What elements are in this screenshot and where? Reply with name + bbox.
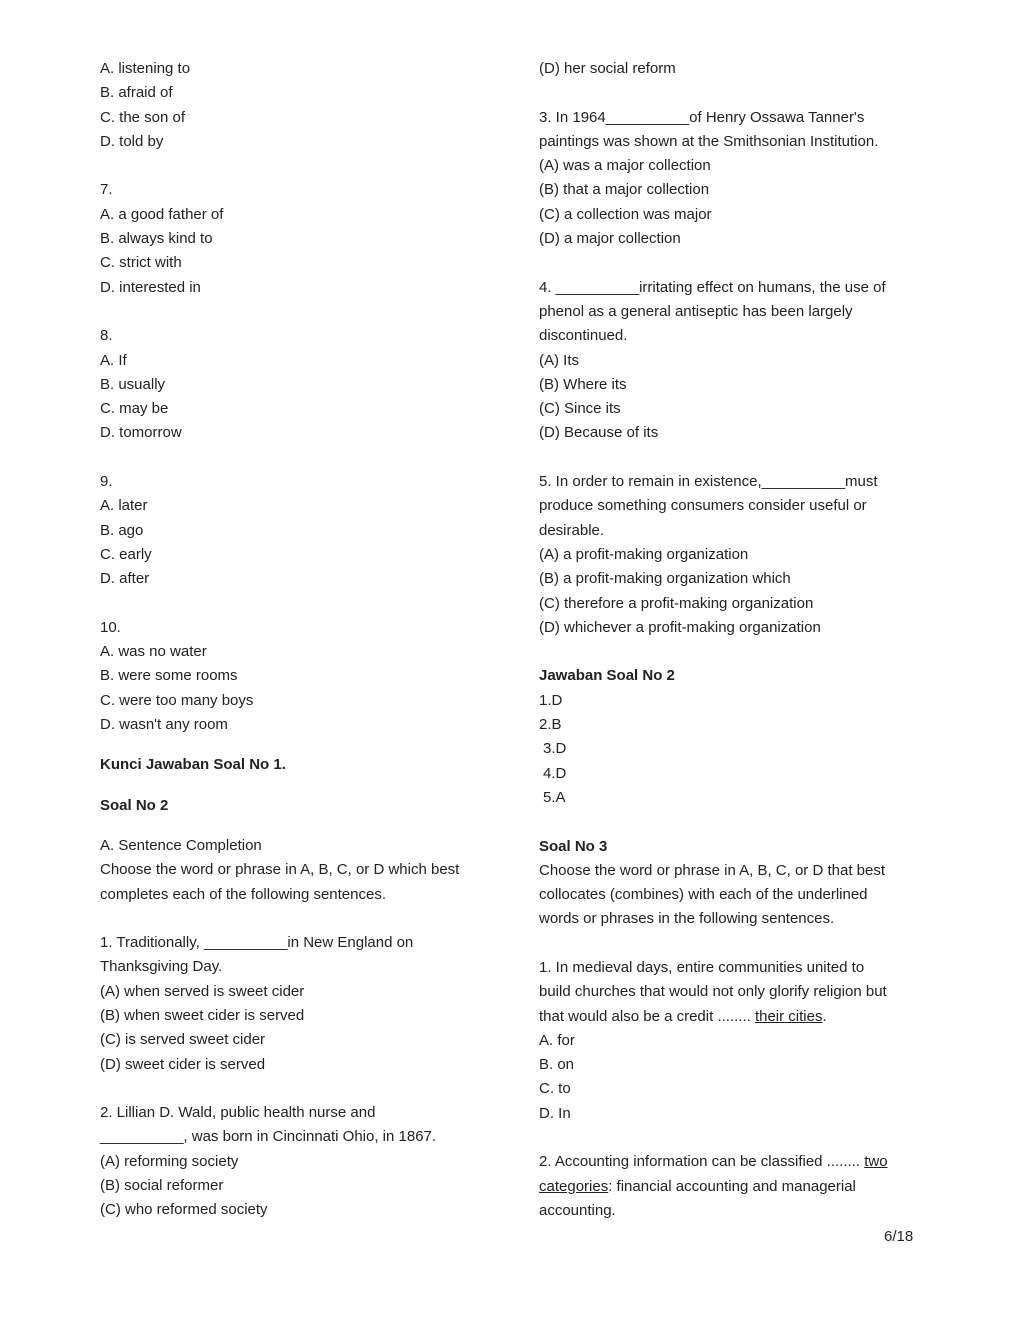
option-b: B. usually xyxy=(100,375,166,393)
instruction-line: words or phrases in the following sentences. xyxy=(539,910,835,928)
option-b: B. were some rooms xyxy=(100,667,238,685)
option-d: (D) Because of its xyxy=(539,424,659,442)
question-stem-line xyxy=(539,1175,939,1199)
option-d: D. In xyxy=(539,1104,571,1122)
option-b: (B) Where its xyxy=(539,375,627,393)
question-8 xyxy=(100,324,500,445)
question-stem-line: paintings was shown at the Smithsonian Institution. xyxy=(539,132,879,150)
question-stem-line: accounting. xyxy=(539,1201,616,1219)
left-column xyxy=(100,57,500,1223)
option-c: C. strict with xyxy=(100,254,182,272)
question-number: 8. xyxy=(100,327,113,345)
option-d: (D) a major collection xyxy=(539,230,681,248)
option-b: (B) that a major collection xyxy=(539,181,710,199)
option-c: (C) a collection was major xyxy=(539,205,712,223)
option-d: D. wasn't any room xyxy=(100,716,228,734)
section-a-title: A. Sentence Completion xyxy=(100,836,262,854)
option-d: (D) her social reform xyxy=(539,60,676,77)
question-stem-line: build churches that would not only glorify religion but xyxy=(539,983,887,1001)
option-d: D. tomorrow xyxy=(100,424,182,442)
instruction-line: Choose the word or phrase in A, B, C, or D that best xyxy=(539,861,886,879)
option-a: A. If xyxy=(100,351,127,369)
right-column xyxy=(539,57,939,1223)
section-a-instruction-line: completes each of the following sentences. xyxy=(100,885,387,903)
stem-text: : financial accounting and managerial xyxy=(608,1177,856,1195)
question-number: 9. xyxy=(100,473,113,491)
underlined-phrase: their cities xyxy=(754,1007,823,1025)
section-a-instruction-line: Choose the word or phrase in A, B, C, or D which best xyxy=(100,861,460,879)
option-a: (A) a profit-making organization xyxy=(539,545,749,563)
question-number: 7. xyxy=(100,181,113,199)
soal2-question-5 xyxy=(539,470,939,640)
question-stem-line xyxy=(539,1150,939,1174)
page-number: 6/18 xyxy=(884,1228,914,1245)
question-stem-line: 3. In 1964__________of Henry Ossawa Tanner's xyxy=(539,108,865,126)
option-a: (A) was a major collection xyxy=(539,157,711,175)
answer-item: 3.D xyxy=(543,740,567,758)
stem-text: . xyxy=(822,1007,827,1025)
option-d: D. told by xyxy=(100,132,164,150)
jawaban-soal-2-heading: Jawaban Soal No 2 xyxy=(539,667,675,685)
question-stem-line: 2. Lillian D. Wald, public health nurse and xyxy=(100,1104,376,1122)
underlined-phrase: two xyxy=(864,1153,888,1171)
option-a: (A) reforming society xyxy=(100,1152,239,1170)
option-d: (D) sweet cider is served xyxy=(100,1055,266,1073)
option-b: B. always kind to xyxy=(100,230,213,248)
option-b: B. afraid of xyxy=(100,84,173,102)
soal-3-heading: Soal No 3 xyxy=(539,837,608,855)
stem-text: that would also be a credit ........ xyxy=(539,1007,755,1025)
option-c: C. to xyxy=(539,1080,571,1098)
question-stem-line: 4. __________irritating effect on humans, the use of xyxy=(539,278,886,296)
question-stem-line: discontinued. xyxy=(539,327,628,345)
stem-text: 2. Accounting information can be classified ........ xyxy=(539,1153,865,1171)
question-stem-line: phenol as a general antiseptic has been largely xyxy=(539,302,853,320)
soal3-question-1 xyxy=(539,956,939,1126)
section-a xyxy=(100,834,500,907)
option-b: (B) when sweet cider is served xyxy=(100,1006,305,1024)
question-stem-line: 5. In order to remain in existence,__________must xyxy=(539,473,878,491)
option-a: A. for xyxy=(539,1031,575,1049)
answer-key-list xyxy=(539,689,939,810)
option-a: (A) Its xyxy=(539,351,579,369)
soal2-question-2 xyxy=(100,1101,500,1222)
question-stem-line: __________, was born in Cincinnati Ohio, in 1867. xyxy=(100,1128,437,1146)
question-number: 10. xyxy=(100,618,121,636)
option-a: A. later xyxy=(100,497,148,515)
soal3-question-2 xyxy=(539,1150,939,1223)
soal-3-instructions xyxy=(539,859,939,932)
kunci-jawaban-heading: Kunci Jawaban Soal No 1. xyxy=(100,756,286,774)
answer-item: 2.B xyxy=(539,716,562,734)
option-d: D. interested in xyxy=(100,278,201,296)
option-c: (C) Since its xyxy=(539,400,621,418)
question-stem-line: produce something consumers consider useful or xyxy=(539,497,867,515)
option-b: B. ago xyxy=(100,521,144,539)
soal2-question-1 xyxy=(100,931,500,1077)
option-c: C. were too many boys xyxy=(100,691,254,709)
option-c: (C) is served sweet cider xyxy=(100,1031,266,1049)
option-b: (B) social reformer xyxy=(100,1177,224,1195)
option-b: B. on xyxy=(539,1056,575,1074)
question-9 xyxy=(100,470,500,591)
option-c: C. the son of xyxy=(100,108,186,126)
option-a: (A) when served is sweet cider xyxy=(100,982,305,1000)
question-6-options xyxy=(100,57,500,154)
option-c: C. early xyxy=(100,545,152,563)
question-stem-line: desirable. xyxy=(539,521,605,539)
option-c: (C) who reformed society xyxy=(100,1201,268,1219)
option-a: A. listening to xyxy=(100,60,191,77)
answer-item: 1.D xyxy=(539,691,563,709)
question-stem-line: Thanksgiving Day. xyxy=(100,958,223,976)
option-d: D. after xyxy=(100,570,150,588)
question-stem-line: 1. Traditionally, __________in New England on xyxy=(100,934,414,952)
question-stem-line: 1. In medieval days, entire communities united to xyxy=(539,958,865,976)
underlined-phrase: categories xyxy=(539,1177,609,1195)
option-d: (D) whichever a profit-making organization xyxy=(539,618,821,636)
option-c: C. may be xyxy=(100,400,169,418)
question-7 xyxy=(100,178,500,299)
answer-item: 4.D xyxy=(543,764,567,782)
question-stem-line xyxy=(539,1005,939,1029)
instruction-line: collocates (combines) with each of the underlined xyxy=(539,886,868,904)
soal2-question-3 xyxy=(539,106,939,252)
question-10 xyxy=(100,616,500,737)
option-c: (C) therefore a profit-making organization xyxy=(539,594,814,612)
answer-item: 5.A xyxy=(543,788,566,806)
soal-2-heading: Soal No 2 xyxy=(100,796,169,814)
option-a: A. was no water xyxy=(100,643,207,661)
option-a: A. a good father of xyxy=(100,205,224,223)
option-b: (B) a profit-making organization which xyxy=(539,570,791,588)
soal2-question-4 xyxy=(539,276,939,446)
